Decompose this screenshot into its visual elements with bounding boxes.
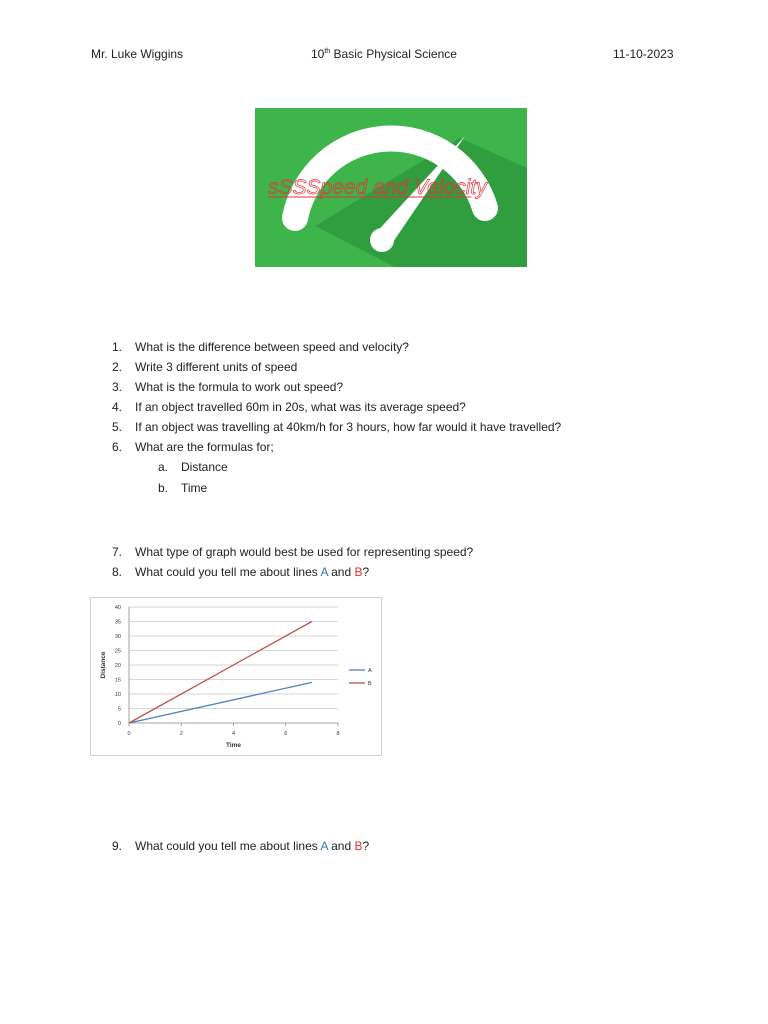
question-9: 9. What could you tell me about lines A and B? — [112, 839, 370, 853]
x-tick-label: 4 — [231, 731, 236, 737]
line-a-label: A — [320, 839, 328, 853]
y-tick-label: 15 — [114, 677, 121, 684]
y-tick-label: 10 — [114, 692, 121, 698]
line-b-label: B — [354, 565, 363, 579]
y-tick-label: 30 — [114, 634, 121, 640]
subitem-time: b. Time — [158, 481, 208, 495]
question-4: 4. If an object travelled 60m in 20s, what was its average speed? — [112, 400, 466, 414]
question-6: 6. What are the formulas for; — [112, 440, 274, 454]
y-tick-label: 25 — [114, 648, 121, 655]
x-axis-label: Time — [225, 742, 242, 749]
question-7: 7. What type of graph would best be used for representing speed? — [112, 545, 474, 559]
gauge-hub-icon — [370, 228, 394, 252]
speedometer-banner — [255, 108, 527, 267]
course-title: 10th Basic Physical Science — [311, 47, 457, 61]
y-axis-label: Distance — [100, 651, 107, 679]
distance-time-chart — [90, 597, 382, 756]
teacher-name: Mr. Luke Wiggins — [91, 47, 184, 61]
legend-label-a: A — [368, 668, 372, 674]
question-3: 3. What is the formula to work out speed? — [112, 380, 344, 394]
banner-title: sSSSpeed and Velocity — [268, 176, 487, 199]
line-b-label: B — [354, 839, 363, 853]
header-date: 11-10-2023 — [613, 47, 674, 61]
line-a-label: A — [320, 565, 328, 579]
x-tick-label: 2 — [179, 731, 183, 737]
subitem-distance: a. Distance — [158, 460, 228, 474]
x-tick-label: 6 — [284, 731, 288, 737]
question-1: 1. What is the difference between speed and velocity? — [112, 340, 409, 354]
legend-label-b: B — [368, 681, 372, 687]
y-tick-label: 20 — [114, 663, 121, 669]
question-5: 5. If an object was travelling at 40km/h for 3 hours, how far would it have travelled? — [112, 420, 562, 434]
y-tick-label: 0 — [117, 721, 121, 727]
y-tick-label: 35 — [114, 619, 121, 626]
x-tick-label: 8 — [336, 731, 340, 737]
y-tick-label: 40 — [114, 605, 121, 611]
x-tick-label: 0 — [127, 731, 131, 737]
question-2: 2. Write 3 different units of speed — [112, 360, 298, 374]
y-tick-label: 5 — [117, 706, 121, 713]
question-8: 8. What could you tell me about lines A and B? — [112, 565, 370, 579]
